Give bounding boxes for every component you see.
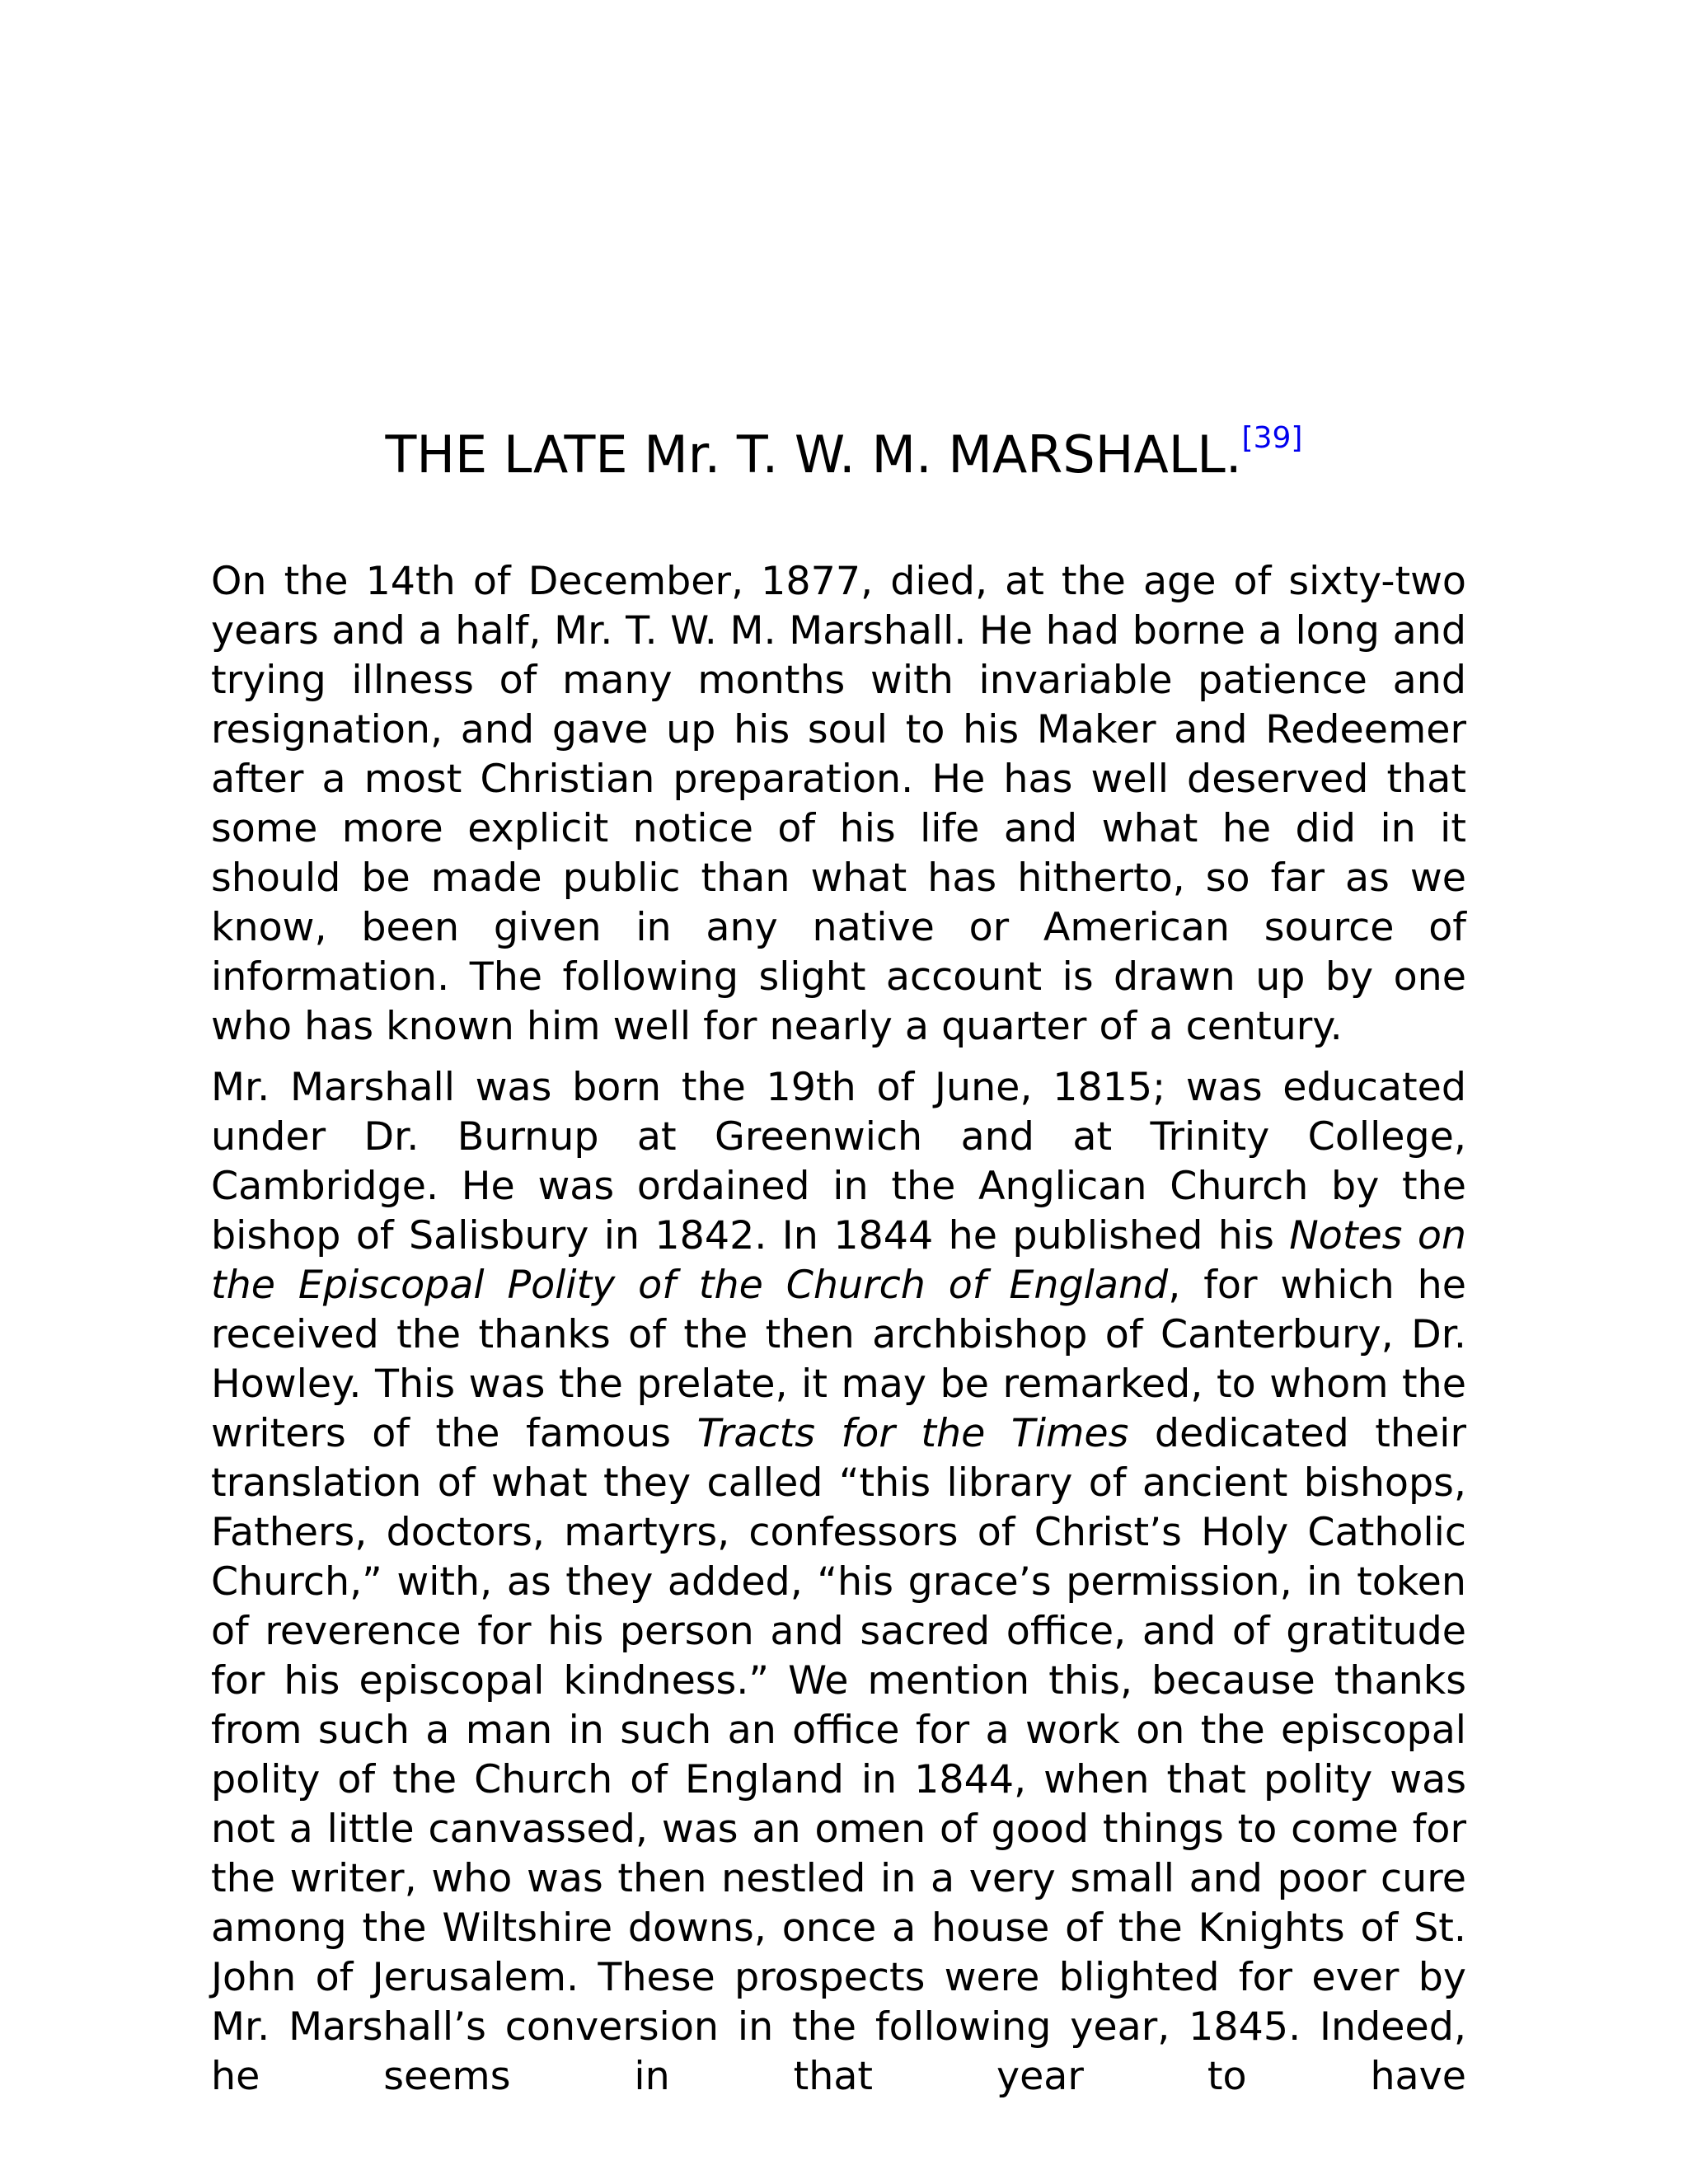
page-title	[0, 405, 1688, 488]
footnote-link[interactable]: [39]	[1241, 421, 1303, 455]
paragraph-1: On the 14th of December, 1877, died, at the age of sixty-two years and a half, Mr. T. W. M. Marshall. He had borne a long and trying illness of many months with invariable patience and resignation, and gave up his soul to his Maker and Redeemer after a most Christian preparation. He has well deserved that some more explicit notice of his life and what he did in it should be made public than what has hitherto, so far as we know, been given in any native or American source of information. The following slight account is drawn up by one who has known him well for nearly a quarter of a century.	[211, 559, 1466, 1049]
paragraph-2-text-2: , for which he received the thanks of the then archbishop of Canterbury, Dr. Howley. This was the prelate, it may be remarked, to whom the writers of the famous	[211, 1263, 1466, 1456]
paragraph-2	[211, 1063, 1466, 2102]
book-title-tracts: Tracts for the Times	[696, 1411, 1129, 1456]
paragraph-2-text-3: dedicated their translation of what they called “this library of ancient bishops, Fathers, doctors, martyrs, confessors of Christ’s Holy Catholic Church,” with, as they added, “his grace’s permission, in token of reverence for his person and sacred office, and of gratitude for his episcopal kindness.” We mention this, because thanks from such a man in such an office for a work on the episcopal polity of the Church of England in 1844, when that polity was not a little canvassed, was an omen of good things to come for the writer, who was then nestled in a very small and poor cure among the Wiltshire downs, once a house of the Knights of St. John of Jerusalem. These prospects were blighted for ever by Mr. Marshall’s conversion in the following year, 1845. Indeed, he seems in that year to have	[211, 1411, 1466, 2099]
title-text: THE LATE Mr. T. W. M. MARSHALL.	[385, 424, 1242, 485]
paragraph-2-text-1: Mr. Marshall was born the 19th of June, 1815; was educated under Dr. Burnup at Greenwich and at Trinity College, Cambridge. He was ordained in the Anglican Church by the bishop of Salisbury in 1842. In 1844 he published his	[211, 1065, 1466, 1258]
book-title-notes: Notes on the Episcopal Polity of the Church of England	[211, 1213, 1466, 1308]
body-text	[211, 557, 1466, 2102]
